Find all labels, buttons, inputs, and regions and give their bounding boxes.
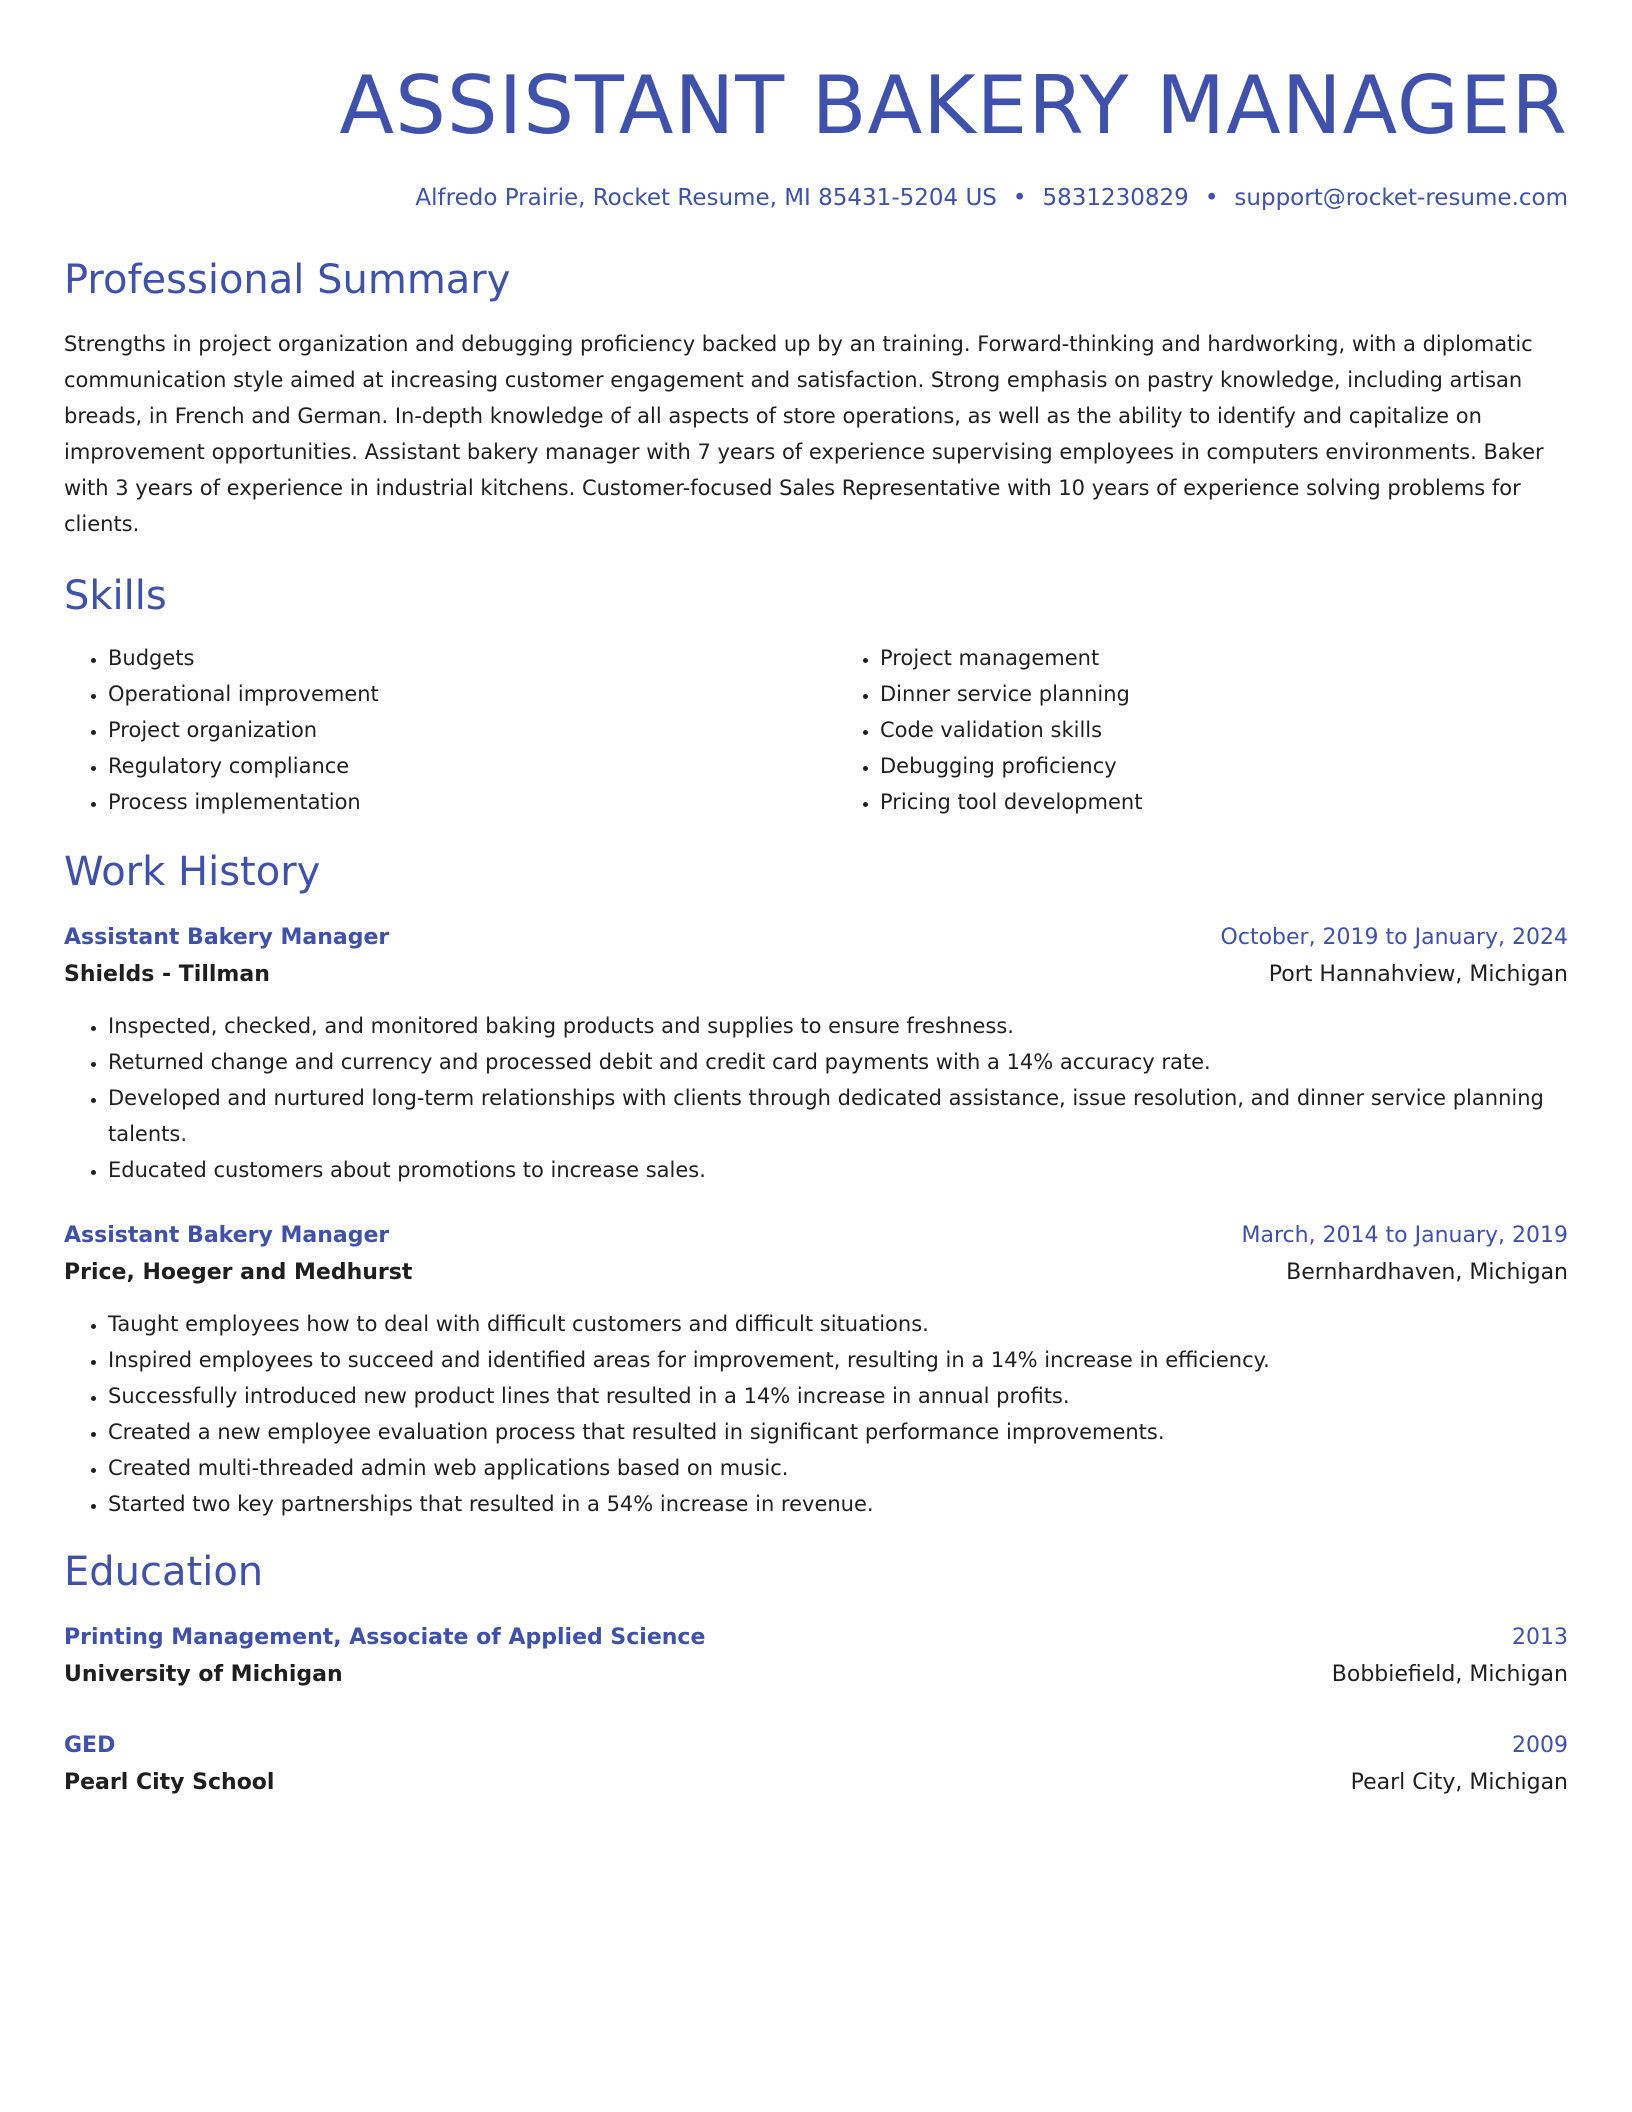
education-location: Bobbiefield, Michigan [1331, 1662, 1568, 1687]
skill-item: • Dinner service planning [880, 676, 1568, 712]
job-header-row [64, 1218, 1568, 1254]
job-bullet: • Developed and nurtured long-term relationships with clients through dedicated assistance, issue resolution, and dinner service planning talents. [108, 1080, 1568, 1152]
work-history-heading: Work History [64, 849, 321, 895]
skill-item: • Debugging proficiency [880, 748, 1568, 784]
contact-phone: 5831230829 [1042, 185, 1189, 211]
job-role: Assistant Bakery Manager [64, 1223, 390, 1248]
education-school: University of Michigan [64, 1662, 343, 1687]
job-dates: March, 2014 to January, 2019 [1241, 1223, 1568, 1248]
job-company-row [64, 1254, 1568, 1292]
education-heading: Education [64, 1549, 264, 1595]
skills-grid [64, 640, 1568, 820]
education-header-row [64, 1620, 1568, 1656]
contact-line [64, 182, 1568, 214]
contact-address: Alfredo Prairie, Rocket Resume, MI 85431-5204 US [415, 185, 997, 211]
education-school: Pearl City School [64, 1770, 275, 1795]
education-degree: GED [64, 1733, 116, 1758]
job-entry [64, 1218, 1568, 1522]
skill-item: • Project management [880, 640, 1568, 676]
education-school-row [64, 1656, 1568, 1694]
education-year: 2009 [1512, 1733, 1568, 1758]
education-entry [64, 1620, 1568, 1694]
education-entry [64, 1728, 1568, 1802]
job-role: Assistant Bakery Manager [64, 925, 390, 950]
job-bullet: • Created a new employee evaluation process that resulted in significant performance improvements. [108, 1414, 1568, 1450]
job-dates: October, 2019 to January, 2024 [1220, 925, 1568, 950]
skill-item: • Operational improvement [108, 676, 796, 712]
job-bullet: • Successfully introduced new product lines that resulted in a 14% increase in annual profits. [108, 1378, 1568, 1414]
education-year: 2013 [1512, 1625, 1568, 1650]
job-entry [64, 920, 1568, 1188]
job-bullet: • Started two key partnerships that resulted in a 54% increase in revenue. [108, 1486, 1568, 1522]
skill-item: • Budgets [108, 640, 796, 676]
skill-item: • Pricing tool development [880, 784, 1568, 820]
contact-separator: • [1204, 185, 1219, 211]
education-degree: Printing Management, Associate of Applied Science [64, 1625, 706, 1650]
job-bullet: • Returned change and currency and processed debit and credit card payments with a 14% accuracy rate. [108, 1044, 1568, 1080]
job-location: Port Hannahview, Michigan [1268, 962, 1568, 987]
education-school-row [64, 1764, 1568, 1802]
skill-item: • Process implementation [108, 784, 796, 820]
job-bullets [64, 1008, 1568, 1188]
job-location: Bernhardhaven, Michigan [1286, 1260, 1568, 1285]
job-bullet: • Created multi-threaded admin web applications based on music. [108, 1450, 1568, 1486]
job-company: Shields - Tillman [64, 962, 270, 987]
skill-item: • Code validation skills [880, 712, 1568, 748]
skills-heading: Skills [64, 573, 167, 619]
contact-separator: • [1012, 185, 1027, 211]
contact-email[interactable]: support@rocket-resume.com [1234, 185, 1568, 211]
job-bullet: • Inspected, checked, and monitored baking products and supplies to ensure freshness. [108, 1008, 1568, 1044]
job-bullet: • Taught employees how to deal with difficult customers and difficult situations. [108, 1306, 1568, 1342]
job-bullets [64, 1306, 1568, 1522]
summary-text: Strengths in project organization and debugging proficiency backed up by an training. Forward-thinking and hardworking, with a diplomatic communication style aimed at increasing customer engagement and satisfaction. Strong emphasis on pastry knowledge, including artisan breads, in French and German. In-depth knowledge of all aspects of store operations, as well as the ability to identify and capitalize on improvement opportunities. Assistant bakery manager with 7 years of experience supervising employees in computers environments. Baker with 3 years of experience in industrial kitchens. Customer-focused Sales Representative with 10 years of experience solving problems for clients. [64, 332, 1544, 536]
education-header-row [64, 1728, 1568, 1764]
education-location: Pearl City, Michigan [1350, 1770, 1568, 1795]
skill-item: • Regulatory compliance [108, 748, 796, 784]
job-company-row [64, 956, 1568, 994]
job-bullet: • Inspired employees to succeed and identified areas for improvement, resulting in a 14% increase in efficiency. [108, 1342, 1568, 1378]
job-bullet: • Educated customers about promotions to increase sales. [108, 1152, 1568, 1188]
resume-name: ASSISTANT BAKERY MANAGER [339, 59, 1568, 152]
summary-heading: Professional Summary [64, 257, 511, 303]
job-company: Price, Hoeger and Medhurst [64, 1260, 413, 1285]
job-header-row [64, 920, 1568, 956]
skill-item: • Project organization [108, 712, 796, 748]
skills-list-left [64, 640, 796, 820]
skills-list-right [836, 640, 1568, 820]
